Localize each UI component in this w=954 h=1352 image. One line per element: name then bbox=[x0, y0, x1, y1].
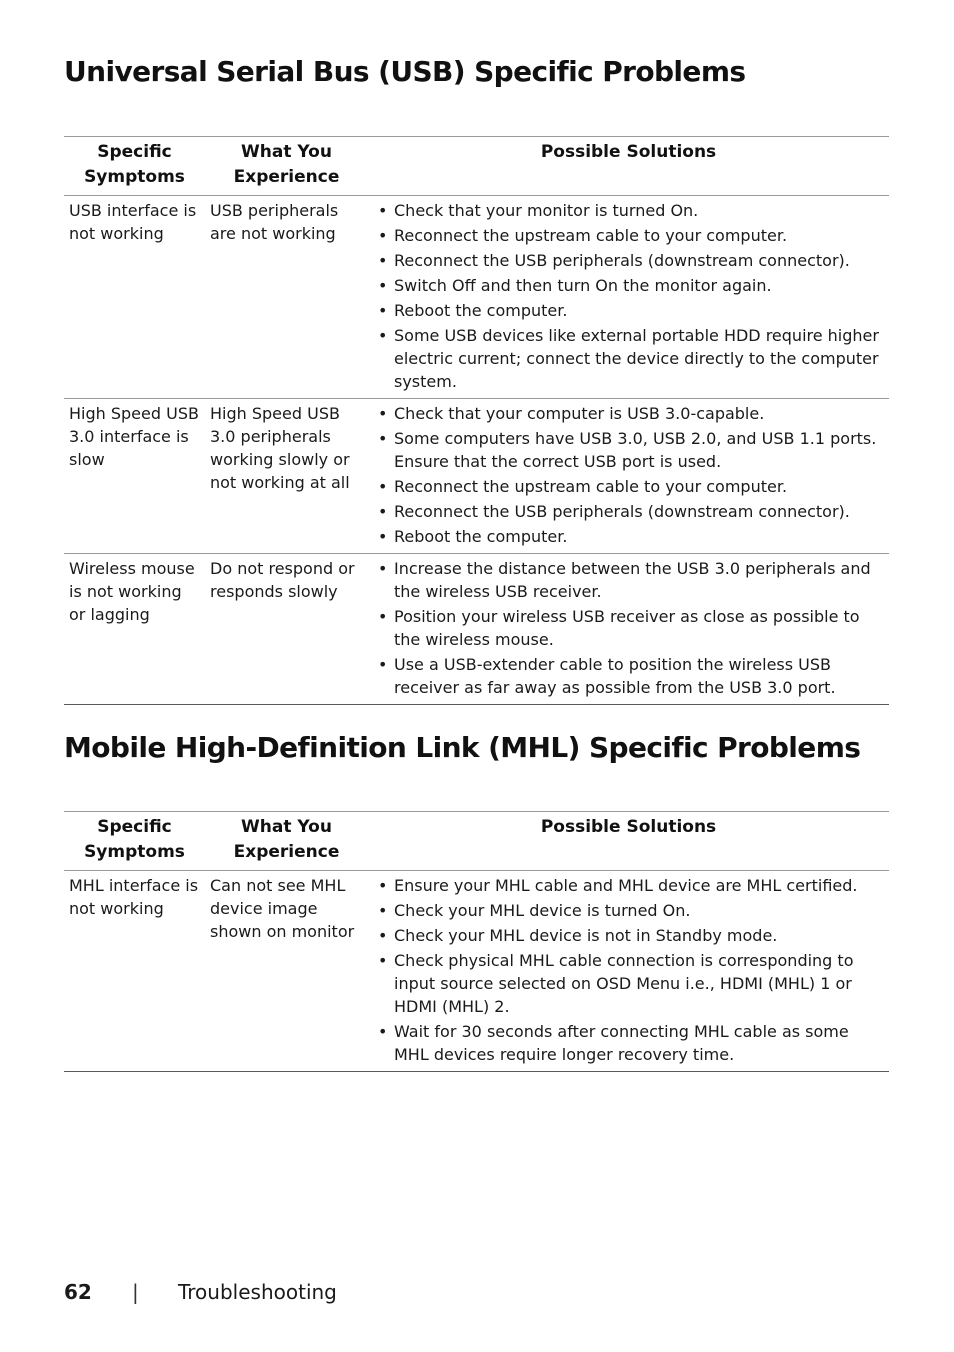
symptom-cell: Wireless mouse is not working or lagging bbox=[69, 559, 195, 624]
header-specific-symptoms: Specific Symptoms bbox=[84, 142, 185, 187]
solutions-cell bbox=[368, 871, 889, 1072]
solutions-cell bbox=[368, 196, 889, 399]
solutions-cell bbox=[368, 399, 889, 554]
experience-cell: Do not respond or responds slowly bbox=[210, 559, 355, 601]
header-specific-symptoms: Specific Symptoms bbox=[84, 817, 185, 862]
symptom-cell: High Speed USB 3.0 interface is slow bbox=[69, 404, 199, 469]
solution-item: • Reconnect the USB peripherals (downstream connector). bbox=[376, 500, 886, 523]
solution-item: • Switch Off and then turn On the monitor again. bbox=[376, 274, 886, 297]
footer-separator: | bbox=[132, 1280, 139, 1304]
table-row bbox=[64, 399, 889, 554]
usb-problems-table bbox=[64, 136, 889, 705]
header-possible-solutions: Possible Solutions bbox=[540, 142, 717, 162]
solution-item: • Check your MHL device is not in Standby mode. bbox=[376, 924, 886, 947]
solution-item: • Check physical MHL cable connection is corresponding to input source selected on OSD Menu i.e., HDMI (MHL) 1 or HDMI (MHL) 2. bbox=[376, 949, 886, 1018]
table-header-row bbox=[64, 812, 889, 871]
solution-item: • Reconnect the USB peripherals (downstream connector). bbox=[376, 249, 886, 272]
mhl-section-title: Mobile High-Definition Link (MHL) Specific Problems bbox=[64, 731, 861, 764]
solution-item: • Increase the distance between the USB 3.0 peripherals and the wireless USB receiver. bbox=[376, 557, 886, 603]
table-row bbox=[64, 871, 889, 1072]
experience-cell: Can not see MHL device image shown on monitor bbox=[210, 876, 355, 941]
experience-cell: High Speed USB 3.0 peripherals working slowly or not working at all bbox=[210, 404, 350, 492]
table-header-row bbox=[64, 137, 889, 196]
solutions-list bbox=[376, 199, 886, 393]
solutions-cell bbox=[368, 554, 889, 705]
symptom-cell: MHL interface is not working bbox=[69, 876, 199, 918]
symptom-cell: USB interface is not working bbox=[69, 201, 197, 243]
solution-item: • Use a USB-extender cable to position the wireless USB receiver as far away as possible from the USB 3.0 port. bbox=[376, 653, 886, 699]
solution-item: • Reboot the computer. bbox=[376, 299, 886, 322]
solution-item: • Check your MHL device is turned On. bbox=[376, 899, 886, 922]
solution-item: • Check that your computer is USB 3.0-capable. bbox=[376, 402, 886, 425]
solution-item: • Ensure your MHL cable and MHL device are MHL certified. bbox=[376, 874, 886, 897]
usb-section-title: Universal Serial Bus (USB) Specific Problems bbox=[64, 55, 746, 88]
solution-item: • Some USB devices like external portable HDD require higher electric current; connect the device directly to the computer system. bbox=[376, 324, 886, 393]
solution-item: • Wait for 30 seconds after connecting MHL cable as some MHL devices require longer recovery time. bbox=[376, 1020, 886, 1066]
solution-item: • Position your wireless USB receiver as close as possible to the wireless mouse. bbox=[376, 605, 886, 651]
header-possible-solutions: Possible Solutions bbox=[540, 817, 717, 837]
solution-item: • Check that your monitor is turned On. bbox=[376, 199, 886, 222]
experience-cell: USB peripherals are not working bbox=[210, 201, 339, 243]
solution-item: • Reconnect the upstream cable to your computer. bbox=[376, 475, 886, 498]
solutions-list bbox=[376, 402, 886, 548]
solution-item: • Some computers have USB 3.0, USB 2.0, and USB 1.1 ports. Ensure that the correct USB port is used. bbox=[376, 427, 886, 473]
solution-item: • Reboot the computer. bbox=[376, 525, 886, 548]
footer-section-name: Troubleshooting bbox=[178, 1280, 337, 1304]
header-what-you-experience: What You Experience bbox=[233, 817, 340, 862]
solution-item: • Reconnect the upstream cable to your computer. bbox=[376, 224, 886, 247]
mhl-problems-table bbox=[64, 811, 889, 1072]
table-row bbox=[64, 196, 889, 399]
solutions-list bbox=[376, 874, 886, 1066]
table-row bbox=[64, 554, 889, 705]
solutions-list bbox=[376, 557, 886, 699]
header-what-you-experience: What You Experience bbox=[233, 142, 340, 187]
page-number: 62 bbox=[64, 1280, 92, 1304]
